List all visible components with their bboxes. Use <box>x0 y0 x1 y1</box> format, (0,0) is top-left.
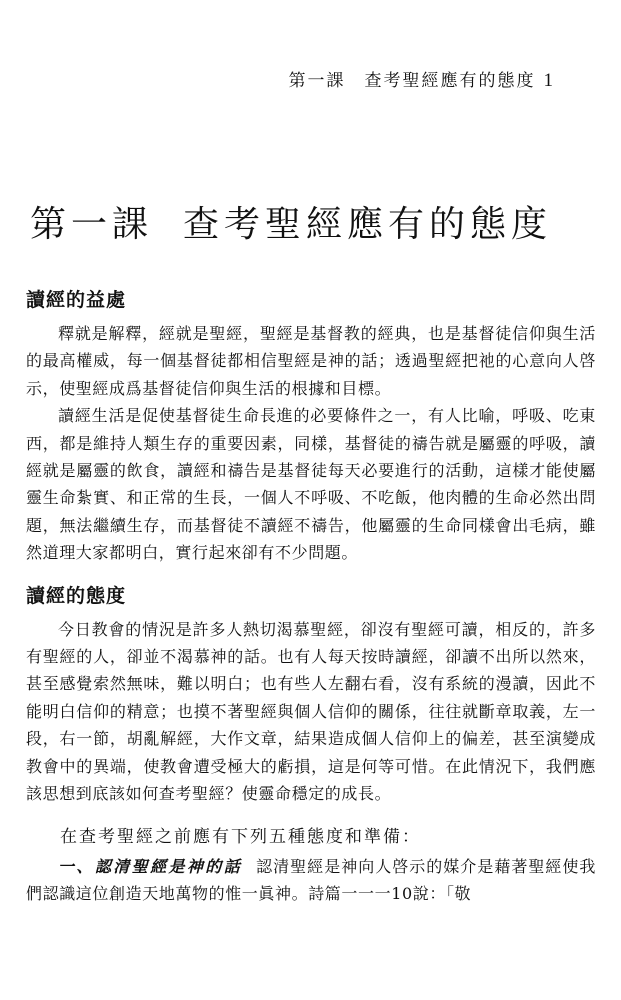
paragraph: 今日教會的情況是許多人熱切渴慕聖經，卻沒有聖經可讀，相反的，許多有聖經的人，卻並不渴慕神的話。也有人每天按時讀經，卻讀不出所以然來，甚至感覺索然無味，難以明白；也有些人左翻右看，沒有系統的漫讀，因此不能明白信仰的精意；也摸不著聖經與個人信仰的關係，往往就斷章取義，左一段，右一節，胡亂解經，大作文章，結果造成個人信仰上的偏差，甚至演變成教會中的異端，使教會遭受極大的虧損，這是何等可惜。在此情況下，我們應該思想到底該如何查考聖經？使靈命穩定的成長。 <box>26 619 596 804</box>
chapter-title <box>30 196 552 247</box>
paragraph: 釋就是解釋，經就是聖經，聖經是基督教的經典，也是基督徒信仰與生活的最高權威，每一個基督徒都相信聖經是神的話；透過聖經把祂的心意向人啓示，使聖經成爲基督徒信仰與生活的根據和目標。 <box>26 324 596 398</box>
point-label: 一、認清聖經是神的話 <box>58 856 243 876</box>
running-head <box>289 66 556 92</box>
page-content <box>26 285 596 907</box>
point-text: 認清聖經是神向人啓示的媒介是藉著聖經使我們認識這位創造天地萬物的惟一眞神。詩篇一一一10說：「敬 <box>26 856 596 903</box>
paragraph: 讀經生活是促使基督徒生命長進的必要條件之一，有人比喻，呼吸、吃東西，都是維持人類生存的重要因素，同樣，基督徒的禱告就是屬靈的呼吸，讀經就是屬靈的飲食，讀經和禱告是基督徒每天必要進行的活動，這樣才能使屬靈生命紮實、和正常的生長，一個人不呼吸、不吃飯，他肉體的生命必然出問題，無法繼續生存，而基督徒不讀經不禱告，他屬靈的生命同樣會出毛病，雖然道理大家都明白，實行起來卻有不少問題。 <box>26 406 596 563</box>
preparation-point-1 <box>26 853 596 908</box>
preparation-intro: 在查考聖經之前應有下列五種態度和準備： <box>60 826 421 847</box>
section-heading-benefits: 讀經的益處 <box>26 289 127 311</box>
chapter-lesson: 第一課 <box>30 204 154 246</box>
chapter-title-text: 查考聖經應有的態度 <box>183 204 553 246</box>
section-heading-attitude: 讀經的態度 <box>26 584 127 607</box>
page-number: 1 <box>543 70 555 91</box>
running-head-title: 第一課 查考聖經應有的態度 <box>288 71 536 91</box>
